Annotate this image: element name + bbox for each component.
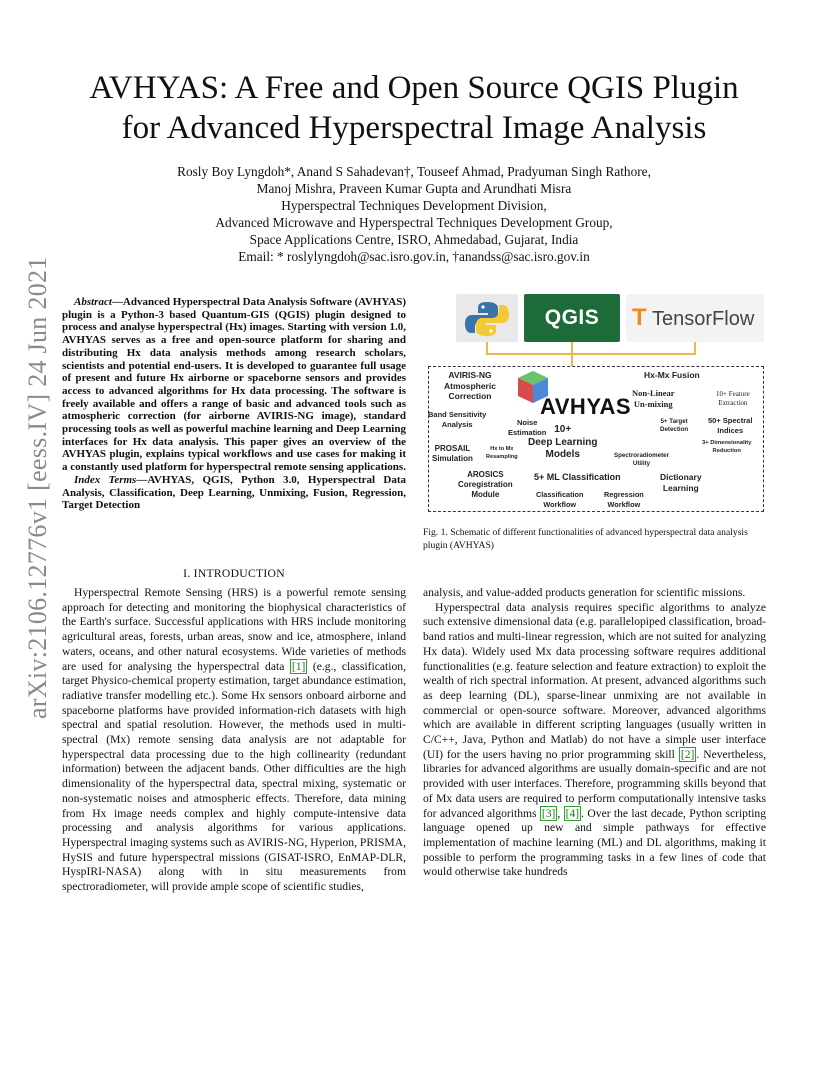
citation-link[interactable]: [2] (680, 747, 695, 761)
arxiv-stamp: arXiv:2106.12776v1 [eess.IV] 24 Jun 2021 (23, 256, 52, 719)
paper-title (62, 68, 766, 148)
prosail-item: PROSAIL Simulation (432, 444, 473, 463)
abstract-text: —Advanced Hyperspectral Data Analysis Software (AVHYAS) plugin is a Python-3 based Quantum-GIS (QGIS) plugin designed to process and analyse hyperspectral (Hx) images. Starting with version 1.0, AVHYAS serves as a free and open-source platform for sharing and distributing Hx data analysis methods among research scholars, scientists and potential end-users. It is developed to guarantee full usage of present and future Hx airborne or spaceborne sensors and provides access to advanced algorithms for Hx data processing. The software is freely available and offers a range of basic and advanced tools such as atmospheric correction (for airborne AVIRIS-NG image), standard processing tools as well as powerful machine learning and Deep Learning interfaces for Hx data analysis. This paper gives an overview of the AVHYAS plugin, explains typical workflows and use cases for making it a constantly used platform for hyperspectral remote sensing applications. (62, 296, 406, 474)
feature-extraction-item: 10+ Feature Extraction (716, 390, 750, 407)
dictionary-learning-item: Dictionary Learning (660, 472, 702, 493)
figure-caption: Fig. 1. Schematic of different functionalities of advanced hyperspectral data analysis plugin (AVHYAS) (423, 527, 748, 551)
abstract (62, 296, 406, 512)
abstract-label: Abstract (74, 296, 112, 308)
band-sensitivity-item: Band Sensitivity Analysis (428, 410, 487, 429)
index-terms-text: —AVHYAS, QGIS, Python 3.0, Hyperspectral Data Analysis, Classification, Deep Learning, Unmixing, Fusion, Regression, Target Detection (62, 473, 406, 512)
unmixing-item: Non-Linear Un-mixing (632, 388, 675, 409)
intro-text-2b: . Nevertheless, libraries for advanced algorithms are usually domain-specific and are not provided with user interfaces. Therefore, programming skills beyond that of Mx data users are required to perform computationally intensive tasks for advanced algorithms (423, 747, 766, 820)
dimensionality-reduction-item: 3+ Dimensionality Reduction (702, 440, 752, 454)
authors-line-2: Manoj Mishra, Praveen Kumar Gupta and Arundhati Misra (256, 181, 572, 196)
authors-line-1: Rosly Boy Lyngdoh*, Anand S Sahadevan†, Touseef Ahmad, Pradyuman Singh Rathore, (177, 164, 651, 179)
ml-classification-item: 5+ ML Classification (534, 472, 621, 482)
index-terms-label: Index Terms (74, 473, 137, 486)
figure-1 (424, 294, 766, 514)
avhyas-label: AVHYAS (540, 394, 632, 419)
intro-text-1a: Hyperspectral Remote Sensing (HRS) is a powerful remote sensing approach for detecting and monitoring the biophysical characteristics of the Earth's surface. Successful applications with HRS include monitoring agricultural areas, forests, urban areas, snow and ice, atmosphere, inland waters, oceans, and other natural ecosystems. Wide varieties of methods are used for analysing the hyperspectral data (62, 586, 406, 673)
citation-link[interactable]: [1] (291, 659, 306, 673)
arosics-item: AROSICS Coregistration Module (458, 470, 513, 499)
aviris-item: AVIRIS-NG Atmospheric Correction (444, 370, 496, 401)
affiliation-2: Advanced Microwave and Hyperspectral Techniques Development Group, (215, 215, 613, 230)
tensorflow-text: TensorFlow (652, 308, 755, 330)
spectroradiometer-item: Spectroradiometer Utility (614, 452, 670, 467)
regression-workflow-item: Regression Workflow (604, 490, 644, 509)
intro-text-2c: . Over the last decade, Python scripting language opened up new and simple pathways for effective implementation of machine learning (ML) and DL algorithms, making it possible to perform the programming tasks in a few lines of code that would otherwise take hundreds (423, 806, 767, 879)
citation-link[interactable]: [4] (565, 806, 580, 820)
spectral-indices-item: 50+ Spectral Indices (708, 416, 753, 435)
fusion-item: Hx-Mx Fusion (644, 370, 700, 380)
target-detection-item: 5+ Target Detection (660, 418, 689, 433)
email-line: Email: * roslylyngdoh@sac.isro.gov.in, †anandss@sac.isro.gov.in (238, 249, 590, 264)
intro-text-1b: (e.g., classification, target Physico-chemical property estimation, target abundance estimation, radiative transfer modelling etc.). Some Hx sensors onboard airborne and spaceborne platforms have provided information-rich datasets with high spectral and spatial resolution. However, the methods used in multi-spectral (Mx) remote sensing data analysis are not adaptable for hyperspectral data processing due to the high collinearity (redundant information) between the adjacent bands. Other difficulties are the high dimensionality of the hyperspectral data, spectral mixing, systematic or non-systematic noises and atmospheric effects. Therefore, data mining from Hx image needs complex and highly compute-intensive data processing and analysis algorithms for various applications. Hyperspectral imaging systems such as AVIRIS-NG, Hyperion, PRISMA, HySIS and future hyperspectral missions (GISAT-ISRO, EnMAP-DLR, HyspIRI-NASA) along with in situ measurements from spectroradiometer, will provide ample scope of scientific studies, (62, 659, 406, 894)
author-block (62, 163, 766, 265)
citation-separator: , (557, 806, 564, 820)
citation-link[interactable]: [3] (541, 806, 556, 820)
intro-text-2a: Hyperspectral data analysis requires specific algorithms to analyze such extensive dimensional data (e.g. parallelopiped classification, broad-band ratios and multi-linear regression, which are not suited for analyzing Hx data). Widely used Mx data processing software requires additional functionalities (e.g. feature selection and feature extraction) to exploit the wealth of rich spectral information. At present, advanced algorithms such as deep learning (DL), sparse-linear unmixing are not available in commercial or open-source software. Moreover, advanced algorithms which are available in different scripting languages (usually written in C/C++, Java, Python and Matlab) do not have a simple user interface (UI) for the users having no prior programming skill (423, 600, 766, 761)
noise-estimation-item: Noise Estimation (508, 418, 547, 437)
resampling-item: Hx to Mx Resampling (486, 446, 518, 460)
title-line-1: AVHYAS: A Free and Open Source QGIS Plugin (89, 70, 739, 106)
section-heading: I. INTRODUCTION (183, 567, 285, 580)
intro-left-column (62, 586, 406, 895)
title-line-2: for Advanced Hyperspectral Image Analysis (121, 110, 707, 146)
intro-continuation: analysis, and value-added products generation for scientific missions. (423, 586, 746, 599)
affiliation-3: Space Applications Centre, ISRO, Ahmedabad, Gujarat, India (249, 232, 579, 247)
connector-lines (424, 294, 766, 368)
classification-workflow-item: Classification Workflow (536, 490, 584, 509)
qgis-logo: QGIS 3.14 (524, 294, 620, 342)
deep-learning-item: 10+ Deep Learning Models (528, 424, 598, 460)
intro-right-column (423, 586, 766, 880)
affiliation-1: Hyperspectral Techniques Development Division, (281, 198, 547, 213)
tensorflow-icon: T (632, 304, 647, 331)
